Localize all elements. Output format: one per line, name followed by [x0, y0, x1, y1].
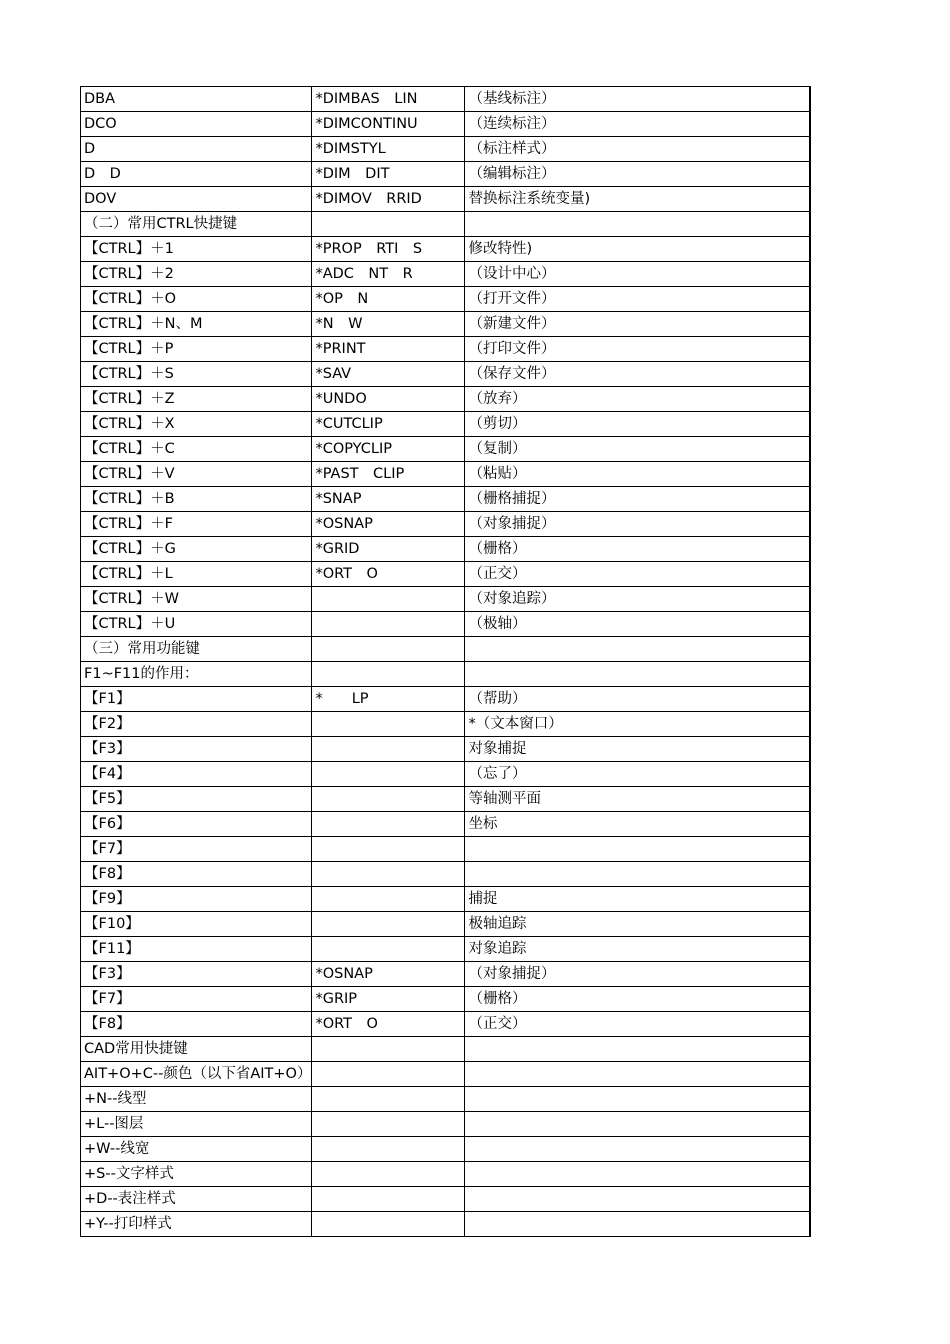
table-row — [81, 987, 810, 1012]
cell-command: *ORT O — [312, 1012, 465, 1037]
cell-command: *ORT O — [312, 562, 465, 587]
cell-description — [465, 637, 810, 662]
cell-description: 对象追踪 — [465, 937, 810, 962]
cell-description: 修改特性) — [465, 237, 810, 262]
table-row — [81, 487, 810, 512]
table-row — [81, 1162, 810, 1187]
cell-command: *DIM DIT — [312, 162, 465, 187]
cell-shortcut: 【F10】 — [81, 912, 312, 937]
cell-command: *OSNAP — [312, 962, 465, 987]
table-row — [81, 187, 810, 212]
cell-shortcut: 【CTRL】＋P — [81, 337, 312, 362]
cell-description: （连续标注） — [465, 112, 810, 137]
cell-shortcut: （二）常用CTRL快捷键 — [81, 212, 312, 237]
table-row — [81, 637, 810, 662]
cell-description — [465, 212, 810, 237]
cell-shortcut: 【CTRL】＋1 — [81, 237, 312, 262]
cell-description: *（文本窗口） — [465, 712, 810, 737]
cell-description — [465, 1162, 810, 1187]
cell-shortcut: D D — [81, 162, 312, 187]
cell-shortcut: +D--表注样式 — [81, 1187, 312, 1212]
cell-shortcut: +W--线宽 — [81, 1137, 312, 1162]
cell-description: （打开文件） — [465, 287, 810, 312]
cell-description: （保存文件） — [465, 362, 810, 387]
cell-command — [312, 612, 465, 637]
cell-shortcut: 【CTRL】＋C — [81, 437, 312, 462]
cell-command: *OSNAP — [312, 512, 465, 537]
cell-command: *DIMOV RRID — [312, 187, 465, 212]
cell-shortcut: AIT+O+C--颜色（以下省AIT+O） — [81, 1062, 312, 1087]
table-row — [81, 237, 810, 262]
cell-command: *UNDO — [312, 387, 465, 412]
cell-command — [312, 887, 465, 912]
cell-command: *SAV — [312, 362, 465, 387]
cell-command: *PRINT — [312, 337, 465, 362]
cell-description: （剪切） — [465, 412, 810, 437]
table-row — [81, 137, 810, 162]
table-row — [81, 212, 810, 237]
table-row — [81, 537, 810, 562]
table-row — [81, 512, 810, 537]
table-row — [81, 737, 810, 762]
table-row — [81, 1012, 810, 1037]
cell-command — [312, 862, 465, 887]
cell-command — [312, 787, 465, 812]
cell-command: *GRID — [312, 537, 465, 562]
table-row — [81, 462, 810, 487]
cell-shortcut: 【F11】 — [81, 937, 312, 962]
cell-description: （对象捕捉） — [465, 512, 810, 537]
table-row — [81, 662, 810, 687]
cell-command — [312, 662, 465, 687]
cell-description — [465, 1037, 810, 1062]
cell-command: *OP N — [312, 287, 465, 312]
cell-shortcut: 【CTRL】＋N、M — [81, 312, 312, 337]
cell-command — [312, 1062, 465, 1087]
table-row — [81, 1137, 810, 1162]
cell-shortcut: CAD常用快捷键 — [81, 1037, 312, 1062]
cell-description — [465, 862, 810, 887]
table-row — [81, 612, 810, 637]
cell-description: （新建文件） — [465, 312, 810, 337]
cell-description: （正交） — [465, 1012, 810, 1037]
cell-shortcut: +N--线型 — [81, 1087, 312, 1112]
cell-description: （对象捕捉） — [465, 962, 810, 987]
cell-command: *SNAP — [312, 487, 465, 512]
cell-command — [312, 212, 465, 237]
cell-shortcut: DOV — [81, 187, 312, 212]
cell-description — [465, 1087, 810, 1112]
cell-description: 极轴追踪 — [465, 912, 810, 937]
table-row — [81, 587, 810, 612]
table-row — [81, 712, 810, 737]
cell-description: 坐标 — [465, 812, 810, 837]
table-row — [81, 1212, 810, 1237]
cell-command — [312, 912, 465, 937]
cell-description: （栅格捕捉） — [465, 487, 810, 512]
shortcut-table — [80, 86, 811, 1237]
cell-description — [465, 1187, 810, 1212]
cell-description: （忘了） — [465, 762, 810, 787]
cell-description: （打印文件） — [465, 337, 810, 362]
cell-command: *DIMSTYL — [312, 137, 465, 162]
cell-command — [312, 1037, 465, 1062]
cell-description: （帮助） — [465, 687, 810, 712]
table-row — [81, 162, 810, 187]
cell-command: *PROP RTI S — [312, 237, 465, 262]
cell-description: （标注样式） — [465, 137, 810, 162]
cell-description: （设计中心） — [465, 262, 810, 287]
cell-shortcut: 【F7】 — [81, 837, 312, 862]
cell-description: （基线标注） — [465, 87, 810, 112]
cell-shortcut: +L--图层 — [81, 1112, 312, 1137]
cell-command — [312, 737, 465, 762]
cell-shortcut: 【F5】 — [81, 787, 312, 812]
cell-shortcut: 【CTRL】＋G — [81, 537, 312, 562]
table-row — [81, 437, 810, 462]
table-row — [81, 887, 810, 912]
cell-description: （复制） — [465, 437, 810, 462]
cell-shortcut: DCO — [81, 112, 312, 137]
table-row — [81, 837, 810, 862]
cell-shortcut: 【F7】 — [81, 987, 312, 1012]
table-row — [81, 937, 810, 962]
cell-description — [465, 1112, 810, 1137]
table-row — [81, 412, 810, 437]
table-row — [81, 87, 810, 112]
cell-description — [465, 1212, 810, 1237]
cell-description: （编辑标注） — [465, 162, 810, 187]
cell-command — [312, 812, 465, 837]
cell-description: （放弃） — [465, 387, 810, 412]
cell-shortcut: 【F8】 — [81, 1012, 312, 1037]
cell-command: * LP — [312, 687, 465, 712]
cell-command — [312, 1212, 465, 1237]
cell-shortcut: +Y--打印样式 — [81, 1212, 312, 1237]
table-row — [81, 1087, 810, 1112]
cell-description: （极轴） — [465, 612, 810, 637]
cell-command — [312, 837, 465, 862]
cell-command — [312, 1162, 465, 1187]
table-row — [81, 312, 810, 337]
cell-description: （栅格） — [465, 987, 810, 1012]
cell-shortcut: 【F2】 — [81, 712, 312, 737]
cell-shortcut: 【CTRL】＋W — [81, 587, 312, 612]
cell-shortcut: 【F3】 — [81, 962, 312, 987]
cell-description — [465, 662, 810, 687]
cell-shortcut: 【CTRL】＋V — [81, 462, 312, 487]
cell-shortcut: 【CTRL】＋X — [81, 412, 312, 437]
cell-command — [312, 712, 465, 737]
cell-command: *GRIP — [312, 987, 465, 1012]
cell-shortcut: 【F1】 — [81, 687, 312, 712]
table-row — [81, 112, 810, 137]
cell-shortcut: 【F9】 — [81, 887, 312, 912]
cell-command: *COPYCLIP — [312, 437, 465, 462]
cell-shortcut: 【CTRL】＋L — [81, 562, 312, 587]
cell-command: *CUTCLIP — [312, 412, 465, 437]
cell-description: 替换标注系统变量) — [465, 187, 810, 212]
cell-command: *PAST CLIP — [312, 462, 465, 487]
cell-shortcut: 【CTRL】＋2 — [81, 262, 312, 287]
cell-shortcut: 【CTRL】＋B — [81, 487, 312, 512]
cell-shortcut: 【F6】 — [81, 812, 312, 837]
table-row — [81, 262, 810, 287]
cell-description — [465, 1062, 810, 1087]
table-row — [81, 1112, 810, 1137]
shortcut-table-body — [81, 87, 810, 1237]
cell-command — [312, 1087, 465, 1112]
table-row — [81, 1187, 810, 1212]
cell-description: （对象追踪） — [465, 587, 810, 612]
cell-shortcut: D — [81, 137, 312, 162]
cell-command — [312, 762, 465, 787]
cell-shortcut: DBA — [81, 87, 312, 112]
cell-shortcut: 【CTRL】＋F — [81, 512, 312, 537]
table-row — [81, 862, 810, 887]
cell-description: 等轴测平面 — [465, 787, 810, 812]
cell-shortcut: 【CTRL】＋O — [81, 287, 312, 312]
cell-shortcut: 【CTRL】＋Z — [81, 387, 312, 412]
cell-command — [312, 1137, 465, 1162]
table-row — [81, 962, 810, 987]
table-row — [81, 787, 810, 812]
table-row — [81, 1037, 810, 1062]
cell-command: *N W — [312, 312, 465, 337]
cell-description: 捕捉 — [465, 887, 810, 912]
cell-command: *DIMBAS LIN — [312, 87, 465, 112]
cell-command — [312, 587, 465, 612]
table-row — [81, 1062, 810, 1087]
cell-command — [312, 937, 465, 962]
table-row — [81, 562, 810, 587]
cell-command: *DIMCONTINU — [312, 112, 465, 137]
cell-command: *ADC NT R — [312, 262, 465, 287]
cell-shortcut: 【F4】 — [81, 762, 312, 787]
cell-description: （正交） — [465, 562, 810, 587]
cell-description: （栅格） — [465, 537, 810, 562]
cell-description — [465, 837, 810, 862]
cell-shortcut: 【CTRL】＋S — [81, 362, 312, 387]
table-row — [81, 687, 810, 712]
table-row — [81, 912, 810, 937]
cell-shortcut: 【F8】 — [81, 862, 312, 887]
cell-shortcut: +S--文字样式 — [81, 1162, 312, 1187]
cell-command — [312, 1187, 465, 1212]
cell-shortcut: （三）常用功能键 — [81, 637, 312, 662]
table-row — [81, 362, 810, 387]
table-row — [81, 287, 810, 312]
cell-description: （粘贴） — [465, 462, 810, 487]
cell-description: 对象捕捉 — [465, 737, 810, 762]
cell-command — [312, 637, 465, 662]
table-row — [81, 812, 810, 837]
table-row — [81, 337, 810, 362]
cell-shortcut: 【F3】 — [81, 737, 312, 762]
cell-shortcut: 【CTRL】＋U — [81, 612, 312, 637]
table-row — [81, 387, 810, 412]
cell-command — [312, 1112, 465, 1137]
table-row — [81, 762, 810, 787]
cell-shortcut: F1~F11的作用： — [81, 662, 312, 687]
cell-description — [465, 1137, 810, 1162]
